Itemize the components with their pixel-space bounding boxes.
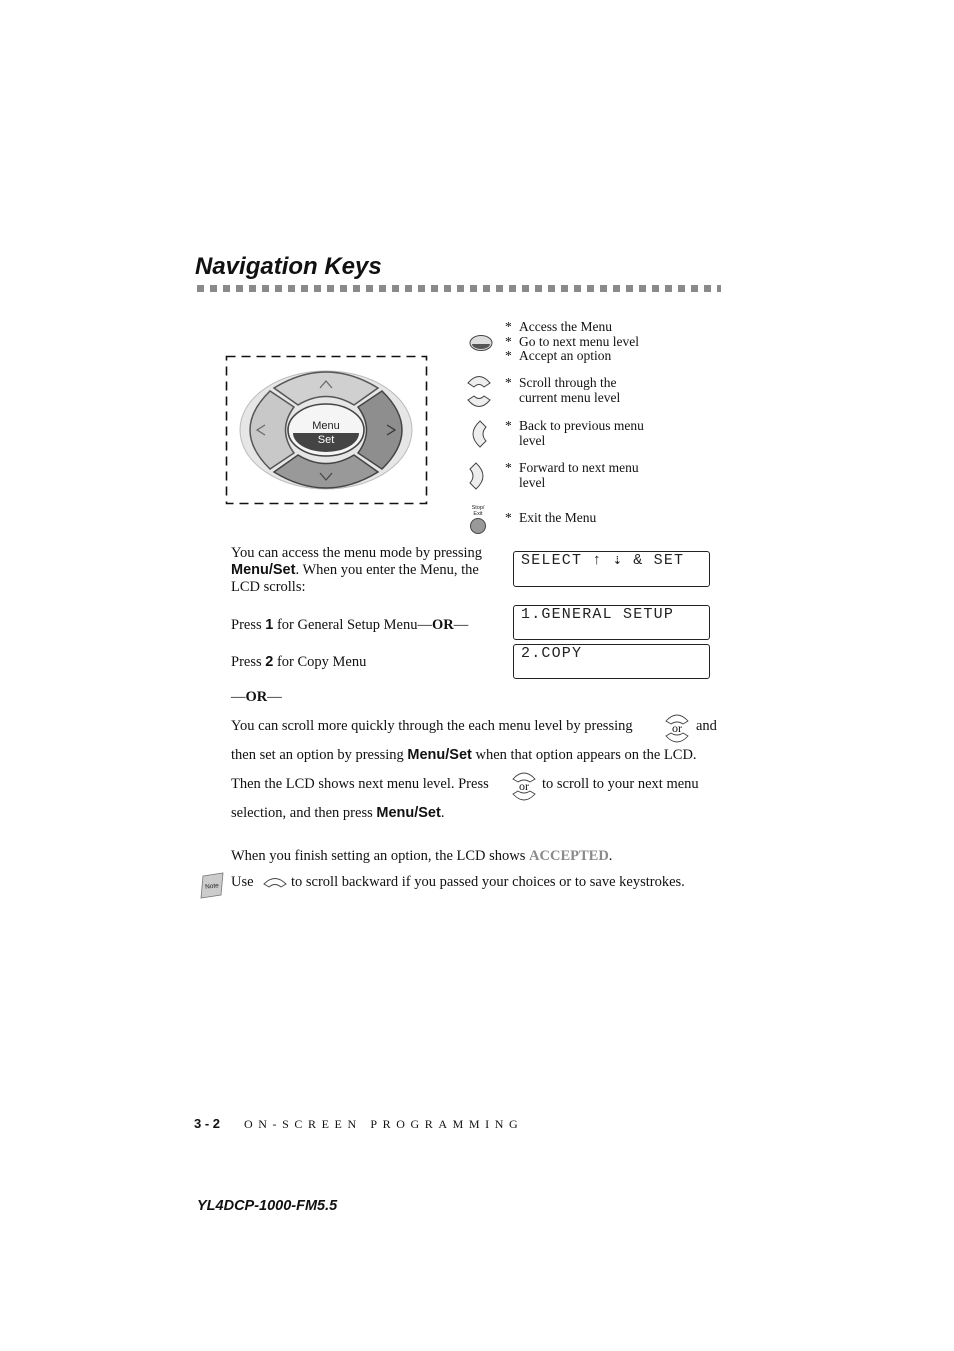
svg-text:Note: Note [204,882,220,891]
scroll-paragraph-line-3b: to scroll to your next menu [542,776,699,792]
svg-text:or: or [672,721,682,735]
intro-paragraph: You can access the menu mode by pressing Menu/Set. When you enter the Menu, the LCD scrolls: [231,545,483,595]
navigation-keypad-illustration [225,355,430,507]
right-key-icon [468,461,490,491]
exit-label: Exit [473,511,483,517]
document-id: YL4DCP-1000-FM5.5 [197,1198,338,1214]
svg-text:or: or [519,779,529,793]
or-separator: —OR— [231,689,282,705]
set-key-label: Set [317,434,335,446]
finish-accepted-line: When you finish setting an option, the LCD shows ACCEPTED. [231,848,613,864]
scroll-paragraph-line-3: Then the LCD shows next menu level. Press [231,776,489,792]
forward-description: * Forward to next menu level [505,460,639,490]
press-1-instruction: Press 1 for General Setup Menu—OR— [231,617,469,633]
up-down-keys-icon [465,372,493,412]
left-key-icon [468,419,490,449]
exit-description: * Exit the Menu [505,510,597,525]
note-text: to scroll backward if you passed your choices or to save keystrokes. [291,874,685,890]
up-key-icon [262,875,288,889]
lcd-display-select: SELECT ↑ ⇣ & SET [513,551,710,587]
press-2-instruction: Press 2 for Copy Menu [231,654,367,670]
menu-set-icon [467,333,495,353]
menu-key-label: Menu [312,420,340,432]
back-description: * Back to previous menu level [505,418,644,448]
scroll-description: * Scroll through the current menu level [505,375,621,405]
lcd-display-general-setup: 1.GENERAL SETUP [513,605,710,640]
lcd-display-copy: 2.COPY [513,644,710,679]
scroll-paragraph-line-2: then set an option by pressing Menu/Set when that option appears on the LCD. [231,747,697,763]
scroll-paragraph-and: and [696,718,717,734]
note-icon [198,872,226,900]
stop-exit-icon [467,502,491,536]
scroll-paragraph-line-4: selection, and then press Menu/Set. [231,805,445,821]
up-or-down-keys-icon-2 [511,769,537,805]
menu-set-key [288,404,364,456]
page-number: 3 - 2 [194,1116,221,1131]
up-or-down-keys-icon [664,711,690,747]
note-use: Use [231,874,254,890]
menu-set-description: * Access the Menu * Go to next menu level * Accept an option [505,319,639,363]
stop-label: Stop/ [471,505,485,511]
accepted-status: ACCEPTED [529,848,609,864]
section-title: ON-SCREEN PROGRAMMING [244,1117,524,1131]
page-title: Navigation Keys [195,253,382,280]
scroll-paragraph-line-1: You can scroll more quickly through the each menu level by pressing [231,718,633,734]
heading-dotted-rule [197,285,721,292]
